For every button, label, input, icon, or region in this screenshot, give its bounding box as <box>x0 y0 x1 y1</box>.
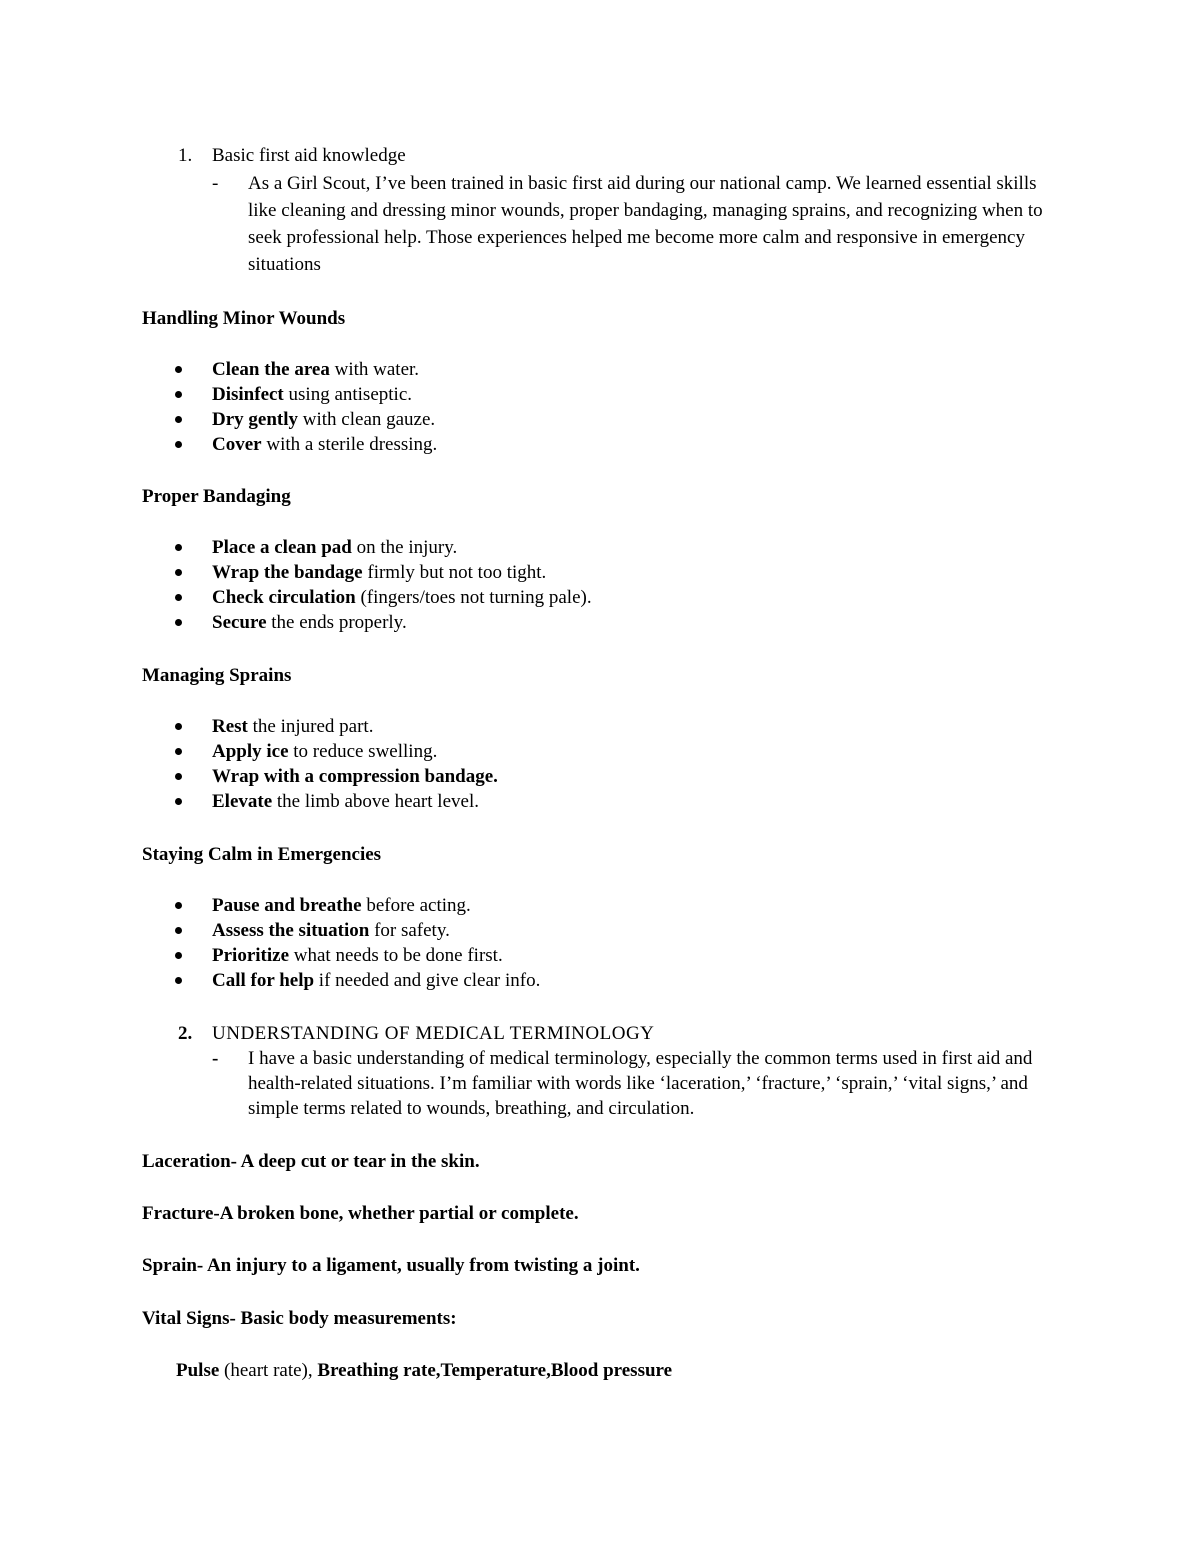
section-1-paragraph: As a Girl Scout, I’ve been trained in basic first aid during our national camp. We learned essential skills like cleaning and dressing minor wounds, proper bandaging, managing sprains, and recognizing when to seek professional help. Those experiences helped me become more calm and responsive in emergency situations <box>248 173 1043 275</box>
list-item <box>172 764 498 789</box>
bullet-icon <box>175 441 182 448</box>
vital-pulse-note: (heart rate), <box>219 1360 318 1381</box>
item-bold: Wrap the bandage <box>212 562 363 583</box>
bullet-icon <box>175 723 182 730</box>
item-bold: Rest <box>212 716 248 737</box>
item-text: the ends properly. <box>266 612 407 633</box>
calm-heading: Staying Calm in Emergencies <box>142 844 382 865</box>
term-laceration: Laceration- A deep cut or tear in the skin. <box>142 1151 480 1172</box>
bullet-icon <box>175 416 182 423</box>
bullet-icon <box>175 391 182 398</box>
section-2-number: 2. <box>178 1023 193 1044</box>
list-item <box>172 535 592 560</box>
vital-breathing: Breathing rate, <box>317 1360 441 1381</box>
vital-temperature: Temperature, <box>440 1360 551 1381</box>
bullet-icon <box>175 952 182 959</box>
list-item <box>172 739 498 764</box>
item-text: if needed and give clear info. <box>314 970 541 991</box>
calm-list <box>172 893 540 993</box>
dash-marker: - <box>212 173 219 194</box>
list-item <box>172 382 437 407</box>
bullet-icon <box>175 594 182 601</box>
item-text: what needs to be done first. <box>289 945 503 966</box>
bullet-icon <box>175 366 182 373</box>
list-item <box>172 432 437 457</box>
item-bold: Apply ice <box>212 741 289 762</box>
item-text: on the injury. <box>351 537 458 558</box>
item-bold: Check circulation <box>212 587 356 608</box>
item-bold: Pause and breathe <box>212 895 362 916</box>
dash-marker: - <box>212 1048 219 1069</box>
bullet-icon <box>175 927 182 934</box>
section-2-paragraph: I have a basic understanding of medical terminology, especially the common terms used in first aid and health-related situations. I’m familiar with words like ‘laceration,’ ‘fracture,’ ‘sprain,’ ‘vital signs,’ and simple terms related to wounds, breathing, and circulation. <box>248 1048 1033 1119</box>
bullet-icon <box>175 902 182 909</box>
item-text: the injured part. <box>247 716 374 737</box>
list-item <box>172 585 592 610</box>
list-item <box>172 357 437 382</box>
bullet-icon <box>175 619 182 626</box>
item-text: before acting. <box>361 895 471 916</box>
item-bold: Wrap with a compression bandage. <box>212 766 498 787</box>
item-text: with clean gauze. <box>298 409 436 430</box>
item-text: the limb above heart level. <box>272 791 479 812</box>
item-text: firmly but not too tight. <box>362 562 547 583</box>
sprains-heading: Managing Sprains <box>142 665 292 686</box>
term-fracture: Fracture-A broken bone, whether partial or complete. <box>142 1203 579 1224</box>
list-item <box>172 789 498 814</box>
item-bold: Secure <box>212 612 267 633</box>
sprains-list <box>172 714 498 814</box>
item-text: with water. <box>329 359 420 380</box>
bullet-icon <box>175 798 182 805</box>
item-bold: Clean the area <box>212 359 330 380</box>
list-item <box>172 943 540 968</box>
section-1-number: 1. <box>178 145 193 166</box>
item-bold: Disinfect <box>212 384 284 405</box>
item-bold: Dry gently <box>212 409 299 430</box>
bullet-icon <box>175 544 182 551</box>
item-bold: Call for help <box>212 970 315 991</box>
bandaging-heading: Proper Bandaging <box>142 486 291 507</box>
item-text: for safety. <box>369 920 450 941</box>
list-item <box>172 714 498 739</box>
list-item <box>172 610 592 635</box>
vital-blood-pressure: Blood pressure <box>550 1360 673 1381</box>
bullet-icon <box>175 773 182 780</box>
item-bold: Assess the situation <box>212 920 370 941</box>
section-2-title: UNDERSTANDING OF MEDICAL TERMINOLOGY <box>212 1023 655 1044</box>
list-item <box>172 968 540 993</box>
term-sprain: Sprain- An injury to a ligament, usually from twisting a joint. <box>142 1255 640 1276</box>
section-1-title: Basic first aid knowledge <box>212 145 406 166</box>
list-item <box>172 560 592 585</box>
bandaging-list <box>172 535 592 635</box>
term-vital-signs: Vital Signs- Basic body measurements: <box>142 1308 457 1329</box>
wounds-list <box>172 357 437 457</box>
item-text: (fingers/toes not turning pale). <box>355 587 592 608</box>
item-text: with a sterile dressing. <box>261 434 438 455</box>
item-bold: Elevate <box>212 791 273 812</box>
bullet-icon <box>175 748 182 755</box>
list-item <box>172 918 540 943</box>
item-text: to reduce swelling. <box>288 741 438 762</box>
item-bold: Prioritize <box>212 945 290 966</box>
vital-signs-list <box>176 1357 672 1384</box>
bullet-icon <box>175 977 182 984</box>
wounds-heading: Handling Minor Wounds <box>142 308 346 329</box>
list-item <box>172 407 437 432</box>
item-bold: Place a clean pad <box>212 537 352 558</box>
vital-pulse: Pulse <box>176 1360 220 1381</box>
bullet-icon <box>175 569 182 576</box>
item-bold: Cover <box>212 434 262 455</box>
item-text: using antiseptic. <box>283 384 412 405</box>
list-item <box>172 893 540 918</box>
